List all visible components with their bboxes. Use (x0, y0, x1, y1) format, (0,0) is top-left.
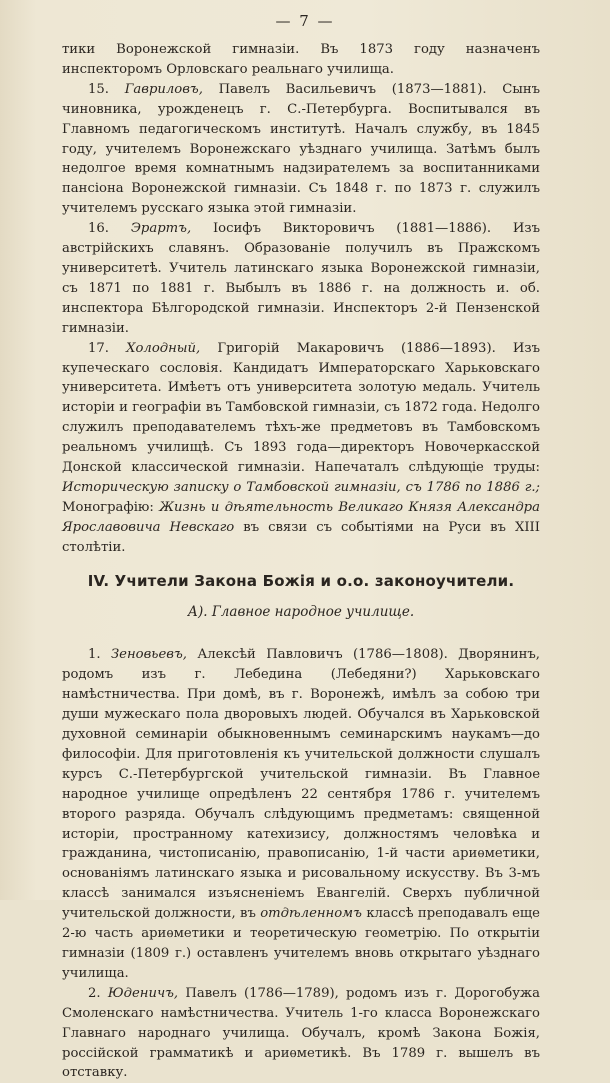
entry-text-tail: въ связи съ событіями на Руси въ XIII столѣтіи. (62, 519, 540, 555)
entry-number: 16. (88, 221, 109, 237)
page-text (62, 40, 540, 1083)
entry-15 (62, 80, 540, 219)
entry-number: 2. (88, 985, 101, 1001)
entry-1 (62, 645, 540, 983)
entry-surname: Зеновьевъ, (110, 647, 187, 663)
entry-surname: Эрартъ, (130, 221, 192, 237)
entry-surname: Холодный, (126, 340, 201, 356)
entry-text-tail: классѣ преподавалъ еще 2-ю часть ариѳметики и теоретическую геометрію. По открытіи гимназіи (1809 г.) оставленъ учителемъ вновь открытаго уѣзднаго училища. (62, 906, 540, 981)
entry-number: 1. (88, 647, 101, 663)
paragraph-continuation: тики Воронежской гимназіи. Въ 1873 году назначенъ инспекторомъ Орловскаго реальнаго училища. (62, 42, 540, 77)
entry-surname: Гавриловъ, (124, 81, 203, 97)
entry-text: Павелъ Васильевичъ (1873—1881). Сынъ чиновника, урожденецъ г. С.-Петербурга. Воспитывался въ Главномъ педагогическомъ институтѣ. Началъ службу, въ 1845 году, учителемъ Воронежскаго уѣзднаго училища. Затѣмъ былъ недолгое время комнатнымъ надзирателемъ за воспитанниками пансіона Воронежской гимназіи. Съ 1848 г. по 1873 г. служилъ учителемъ русскаго языка этой гимназіи. (62, 81, 540, 217)
section-heading: IV. Учители Закона Божія и о.о. законоучители. (87, 571, 515, 590)
entry-italic-word: отдѣленномъ (260, 906, 362, 922)
entry-surname: Юденичъ, (107, 985, 179, 1001)
entry-17 (62, 339, 540, 558)
entry-text: Григорій Макаровичъ (1886—1893). Изъ купеческаго сословія. Кандидатъ Императорскаго Харьковскаго университета. Имѣетъ отъ университета золотую медаль. Учитель исторіи и географіи въ Тамбовской гимназіи, съ 1872 года. Недолго служилъ преподавателемъ тѣхъ-же предметовъ въ Тамбовскомъ реальномъ училищѣ. Съ 1893 года—директоръ Новочеркасской Донской классической гимназіи. Напечаталъ слѣдующіе труды: (62, 340, 540, 476)
entry-number: 15. (88, 81, 109, 97)
entry-text-tail: Монографію: (62, 499, 154, 515)
work-title-1: Историческую записку о Тамбовской гимназіи, съ 1786 по 1886 г.; (62, 479, 540, 495)
entry-text: Алексѣй Павловичъ (1786—1808). Дворянинъ, родомъ изъ г. Лебедина (Лебедяни?) Харьковскаго намѣстничества. При домѣ, въ г. Воронежѣ, имѣлъ за собою три души мужескаго пола дворовыхъ людей. Обучался въ Харьковской духовной семинаріи обыкновеннымъ семинарскимъ наукамъ—до философіи. Для приготовленія къ учительской должности слушалъ курсъ С.-Петербургской учительской гимназіи. Въ Главное народное училище опредѣленъ 22 сентября 1786 г. учителемъ второго разряда. Обучалъ слѣдующимъ предметамъ: священной исторіи, пространному катехизису, должностямъ человѣка и гражданина, чистописанію, правописанію, 1-й части ариѳметики, основаніямъ латинскаго языка и рисовальному искусству. Въ 3-мъ классѣ занимался изъясненіемъ Евангелій. Сверхъ публичной учительской должности, въ (62, 647, 540, 922)
entry-text: Іосифъ Викторовичъ (1881—1886). Изъ австрійскихъ славянъ. Образованіе получилъ въ Пражскомъ университетѣ. Учитель латинскаго языка Воронежской гимназіи, съ 1871 по 1881 г. Выбылъ въ 1886 г. на должность и. об. инспектора Бѣлгородской гимназіи. Инспекторъ 2-й Пензенской гимназіи. (62, 221, 540, 336)
page-number: — 7 — (275, 12, 335, 30)
entry-text: Павелъ (1786—1789), родомъ изъ г. Дорогобужа Смоленскаго намѣстничества. Учитель 1-го класса Воронежскаго Главнаго народнаго училища. Обучалъ, кромѣ Закона Божія, россійской грамматикѣ и ариѳметикѣ. Въ 1789 г. вышелъ въ отставку. (62, 985, 540, 1081)
work-title-2: Жизнь и дѣятельность Великаго Князя Александра Ярославовича Невскаго (62, 499, 540, 535)
entry-16 (62, 219, 540, 338)
entry-2 (62, 984, 540, 1083)
subsection-heading: А). Главное народное училище. (187, 604, 415, 621)
entry-number: 17. (88, 340, 109, 356)
